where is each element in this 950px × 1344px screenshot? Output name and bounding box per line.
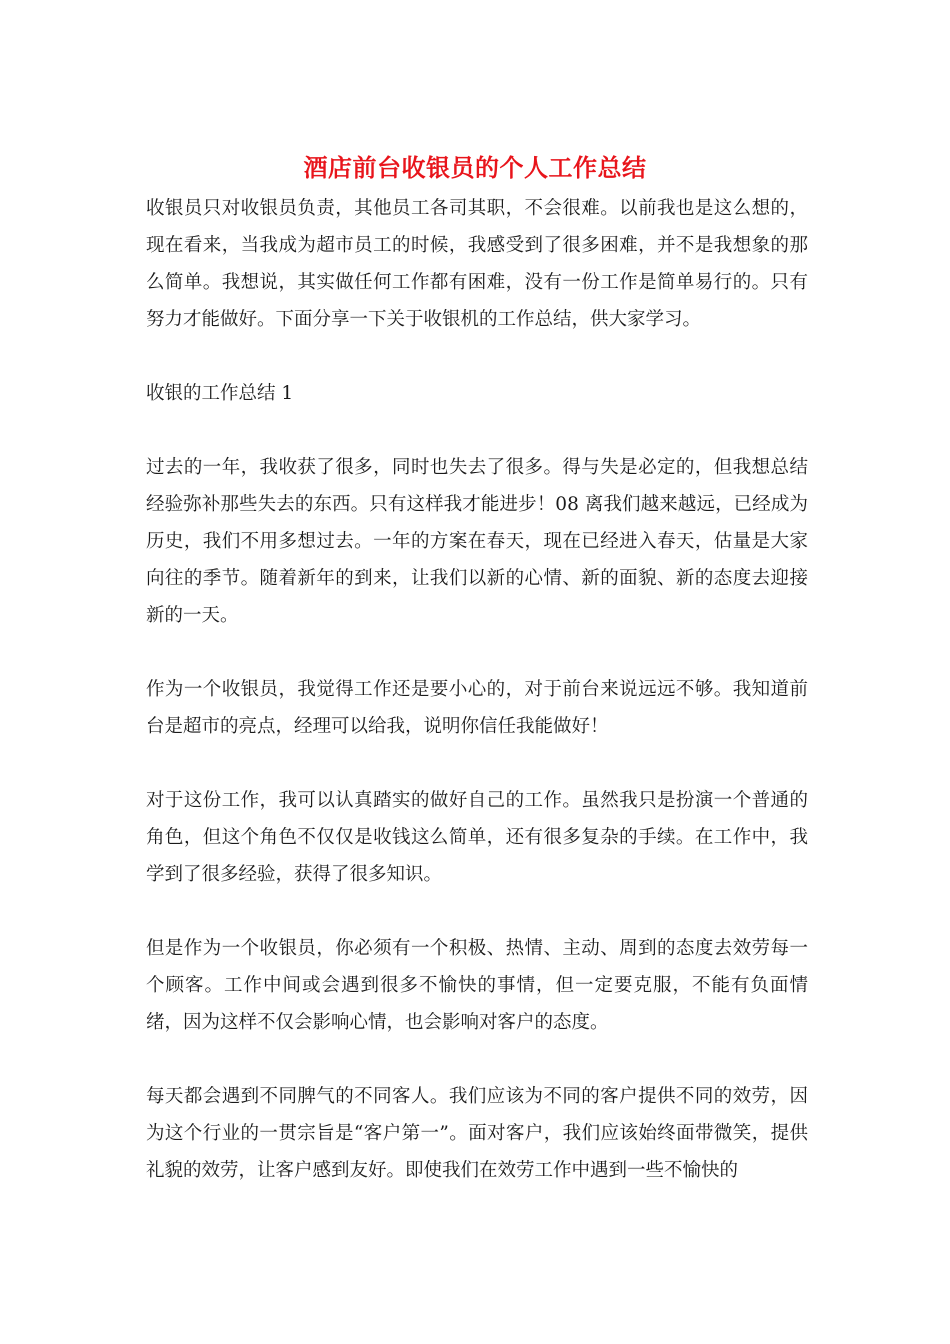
document-body	[146, 190, 808, 1226]
section-heading: 收银的工作总结 1	[146, 383, 294, 404]
paragraph: 对于这份工作，我可以认真踏实的做好自己的工作。虽然我只是扮演一个普通的角色，但这个角色不仅仅是收钱这么简单，还有很多复杂的手续。在工作中，我学到了很多经验，获得了很多知识。	[146, 790, 808, 885]
paragraph: 过去的一年，我收获了很多，同时也失去了很多。得与失是必定的，但我想总结经验弥补那些失去的东西。只有这样我才能进步！08 离我们越来越远，已经成为历史，我们不用多想过去。一年的方案在春天，现在已经进入春天，估量是大家向往的季节。随着新年的到来，让我们以新的心情、新的面貌、新的态度去迎接新的一天。	[146, 457, 808, 626]
paragraph: 作为一个收银员，我觉得工作还是要小心的，对于前台来说远远不够。我知道前台是超市的亮点，经理可以给我，说明你信任我能做好！	[146, 679, 808, 737]
paragraph: 每天都会遇到不同脾气的不同客人。我们应该为不同的客户提供不同的效劳，因为这个行业的一贯宗旨是“客户第一”。面对客户，我们应该始终面带微笑，提供礼貌的效劳，让客户感到友好。即使我们在效劳工作中遇到一些不愉快的	[146, 1086, 808, 1181]
paragraph: 但是作为一个收银员，你必须有一个积极、热情、主动、周到的态度去效劳每一个顾客。工作中间或会遇到很多不愉快的事情，但一定要克服，不能有负面情绪，因为这样不仅会影响心情，也会影响对客户的态度。	[146, 938, 808, 1033]
paragraph-intro: 收银员只对收银员负责，其他员工各司其职，不会很难。以前我也是这么想的，现在看来，当我成为超市员工的时候，我感受到了很多困难，并不是我想象的那么简单。我想说，其实做任何工作都有困难，没有一份工作是简单易行的。只有努力才能做好。下面分享一下关于收银机的工作总结，供大家学习。	[146, 198, 808, 330]
document-title: 酒店前台收银员的个人工作总结	[303, 153, 647, 182]
